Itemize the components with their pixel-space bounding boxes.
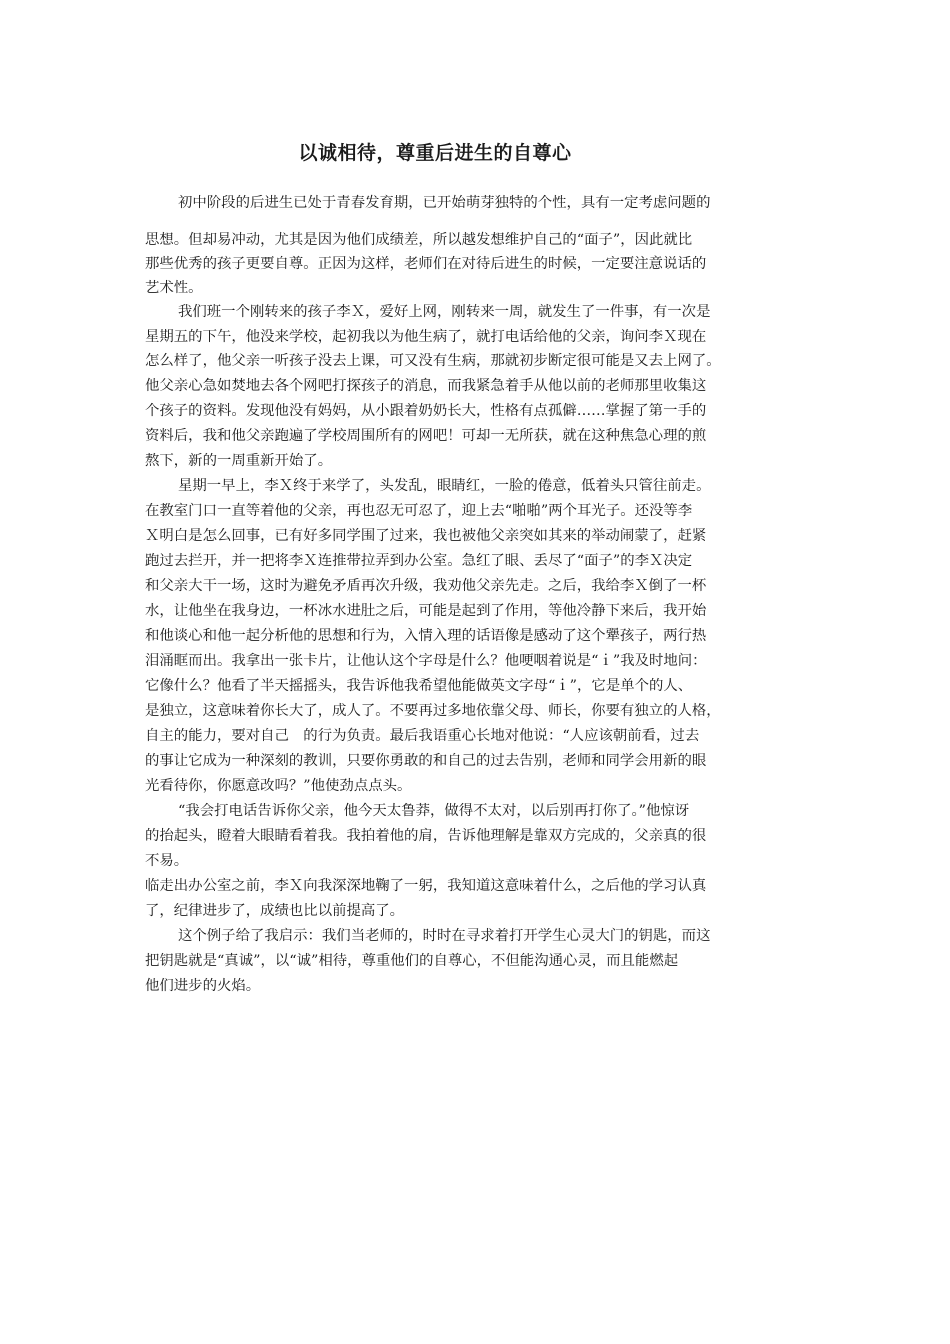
text-line: 熬下，新的一周重新开始了。	[145, 453, 333, 469]
text-line: 艺术性。	[145, 280, 203, 296]
text-line: 临走出办公室之前，李Ｘ向我深深地鞠了一躬，我知道这意味着什么，之后他的学习认真	[145, 878, 707, 894]
text-line: 是独立，这意味着你长大了，成人了。不要再过多地依靠父母、师长，你要有独立的人格，	[145, 703, 721, 719]
text-line: 泪涌眶而出。我拿出一张卡片，让他认这个字母是什么？他哽咽着说是“ｉ”我及时地问：	[145, 653, 707, 669]
text-line: 它像什么？他看了半天摇摇头，我告诉他我希望他能做英文字母“ｉ”，它是单个的人、	[145, 678, 693, 694]
text-line: 那些优秀的孩子更要自尊。正因为这样，老师们在对待后进生的时候，一定要注意说话的	[145, 256, 707, 272]
text-line: 思想。但却易冲动，尤其是因为他们成绩差，所以越发想维护自己的“面子”，因此就比	[145, 232, 693, 248]
text-line: 和父亲大干一场，这时为避免矛盾再次升级，我劝他父亲先走。之后，我给李Ｘ倒了一杯	[145, 578, 707, 594]
text-line: 水，让他坐在我身边，一杯冰水进肚之后，可能是起到了作用，等他冷静下来后，我开始	[145, 603, 707, 619]
text-line: 这个例子给了我启示：我们当老师的，时时在寻求着打开学生心灵大门的钥匙，而这	[178, 928, 711, 944]
text-line: 的抬起头，瞪着大眼睛看着我。我拍着他的肩，告诉他理解是靠双方完成的，父亲真的很	[145, 828, 707, 844]
text-line: 和他谈心和他一起分析他的思想和行为，入情入理的话语像是感动了这个犟孩子，两行热	[145, 628, 707, 644]
text-line: 在教室门口一直等着他的父亲，再也忍无可忍了，迎上去“啪啪”两个耳光子。还没等李	[145, 503, 693, 519]
text-line: 光看待你，你愿意改吗？”他使劲点点头。	[145, 778, 412, 794]
text-line: 资料后，我和他父亲跑遍了学校周围所有的网吧！可却一无所获，就在这种焦急心理的煎	[145, 428, 707, 444]
text-line: 的事让它成为一种深刻的教训，只要你勇敢的和自己的过去告别，老师和同学会用新的眼	[145, 753, 707, 769]
text-line: 我们班一个刚转来的孩子李Ｘ，爱好上网，刚转来一周，就发生了一件事，有一次是	[178, 304, 711, 320]
text-line: 了，纪律进步了，成绩也比以前提高了。	[145, 903, 405, 919]
text-line: 自主的能力，要对自己 的行为负责。最后我语重心长地对他说：“人应该朝前看，过去	[145, 728, 700, 744]
text-line: 怎么样了，他父亲一听孩子没去上课，可又没有生病，那就初步断定很可能是又去上网了。	[145, 353, 721, 369]
text-line: 跑过去拦开，并一把将李Ｘ连推带拉弄到办公室。急红了眼、丢尽了“面子”的李Ｘ决定	[145, 553, 693, 569]
text-line: “我会打电话告诉你父亲，他今天太鲁莽，做得不太对，以后别再打你了。”他惊讶	[178, 803, 690, 819]
text-line: 星期一早上，李Ｘ终于来学了，头发乱，眼睛红，一脸的倦意，低着头只管往前走。	[178, 478, 711, 494]
document-title: 以诚相待，尊重后进生的自尊心	[298, 142, 572, 164]
text-line: 星期五的下午，他没来学校，起初我以为他生病了，就打电话给他的父亲，询问李Ｘ现在	[145, 329, 707, 345]
text-line: 把钥匙就是“真诚”，以“诚”相待，尊重他们的自尊心，不但能沟通心灵，而且能燃起	[145, 953, 679, 969]
text-line: 初中阶段的后进生已处于青春发育期，已开始萌芽独特的个性，具有一定考虑问题的	[178, 195, 711, 211]
text-line: Ｘ明白是怎么回事，已有好多同学围了过来，我也被他父亲突如其来的举动闹蒙了，赶紧	[145, 528, 707, 544]
text-line: 他们进步的火焰。	[145, 978, 261, 994]
text-line: 个孩子的资料。发现他没有妈妈，从小跟着奶奶长大，性格有点孤僻……掌握了第一手的	[145, 403, 707, 419]
text-line: 他父亲心急如焚地去各个网吧打探孩子的消息，而我紧急着手从他以前的老师那里收集这	[145, 378, 707, 394]
text-line: 不易。	[145, 853, 189, 869]
